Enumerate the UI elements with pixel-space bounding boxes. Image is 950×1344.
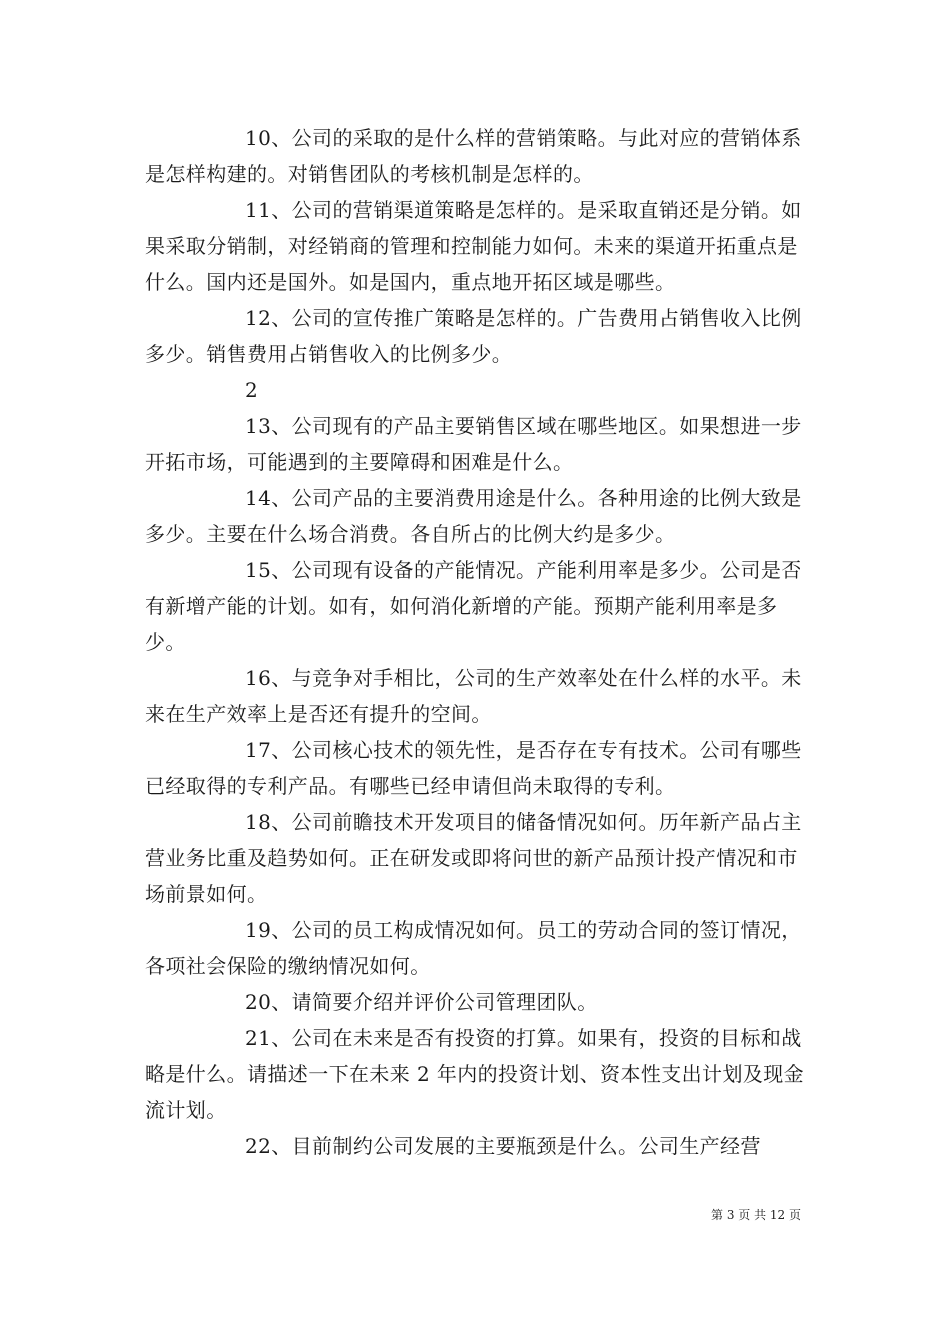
page-number-footer: 第 3 页 共 12 页: [711, 1208, 801, 1222]
paragraph-11: 11、公司的营销渠道策略是怎样的。是采取直销还是分销。如果采取分销制，对经销商的管理和控制能力如何。未来的渠道开拓重点是什么。国内还是国外。如是国内，重点地开拓区域是哪些。: [145, 198, 802, 294]
page-marker: 2: [245, 378, 259, 402]
paragraph-16: 16、与竞争对手相比，公司的生产效率处在什么样的水平。未来在生产效率上是否还有提升的空间。: [145, 666, 802, 726]
paragraph-19: 19、公司的员工构成情况如何。员工的劳动合同的签订情况，各项社会保险的缴纳情况如何。: [145, 918, 802, 978]
paragraph-10: 10、公司的采取的是什么样的营销策略。与此对应的营销体系是怎样构建的。对销售团队的考核机制是怎样的。: [145, 126, 802, 186]
paragraph-18: 18、公司前瞻技术开发项目的储备情况如何。历年新产品占主营业务比重及趋势如何。正在研发或即将问世的新产品预计投产情况和市场前景如何。: [145, 810, 802, 906]
paragraph-14: 14、公司产品的主要消费用途是什么。各种用途的比例大致是多少。主要在什么场合消费。各自所占的比例大约是多少。: [145, 486, 802, 546]
paragraph-22: 22、目前制约公司发展的主要瓶颈是什么。公司生产经营: [245, 1134, 761, 1158]
document-body: [145, 120, 810, 1164]
paragraph-15: 15、公司现有设备的产能情况。产能利用率是多少。公司是否有新增产能的计划。如有，如何消化新增的产能。预期产能利用率是多少。: [145, 558, 802, 654]
paragraph-13: 13、公司现有的产品主要销售区域在哪些地区。如果想进一步开拓市场，可能遇到的主要障碍和困难是什么。: [145, 414, 802, 474]
paragraph-12: 12、公司的宣传推广策略是怎样的。广告费用占销售收入比例多少。销售费用占销售收入的比例多少。: [145, 306, 802, 366]
paragraph-21: 21、公司在未来是否有投资的打算。如果有，投资的目标和战略是什么。请描述一下在未来 2 年内的投资计划、资本性支出计划及现金流计划。: [145, 1026, 805, 1122]
paragraph-17: 17、公司核心技术的领先性，是否存在专有技术。公司有哪些已经取得的专利产品。有哪些已经申请但尚未取得的专利。: [145, 738, 802, 798]
paragraph-20: 20、请简要介绍并评价公司管理团队。: [245, 990, 598, 1014]
